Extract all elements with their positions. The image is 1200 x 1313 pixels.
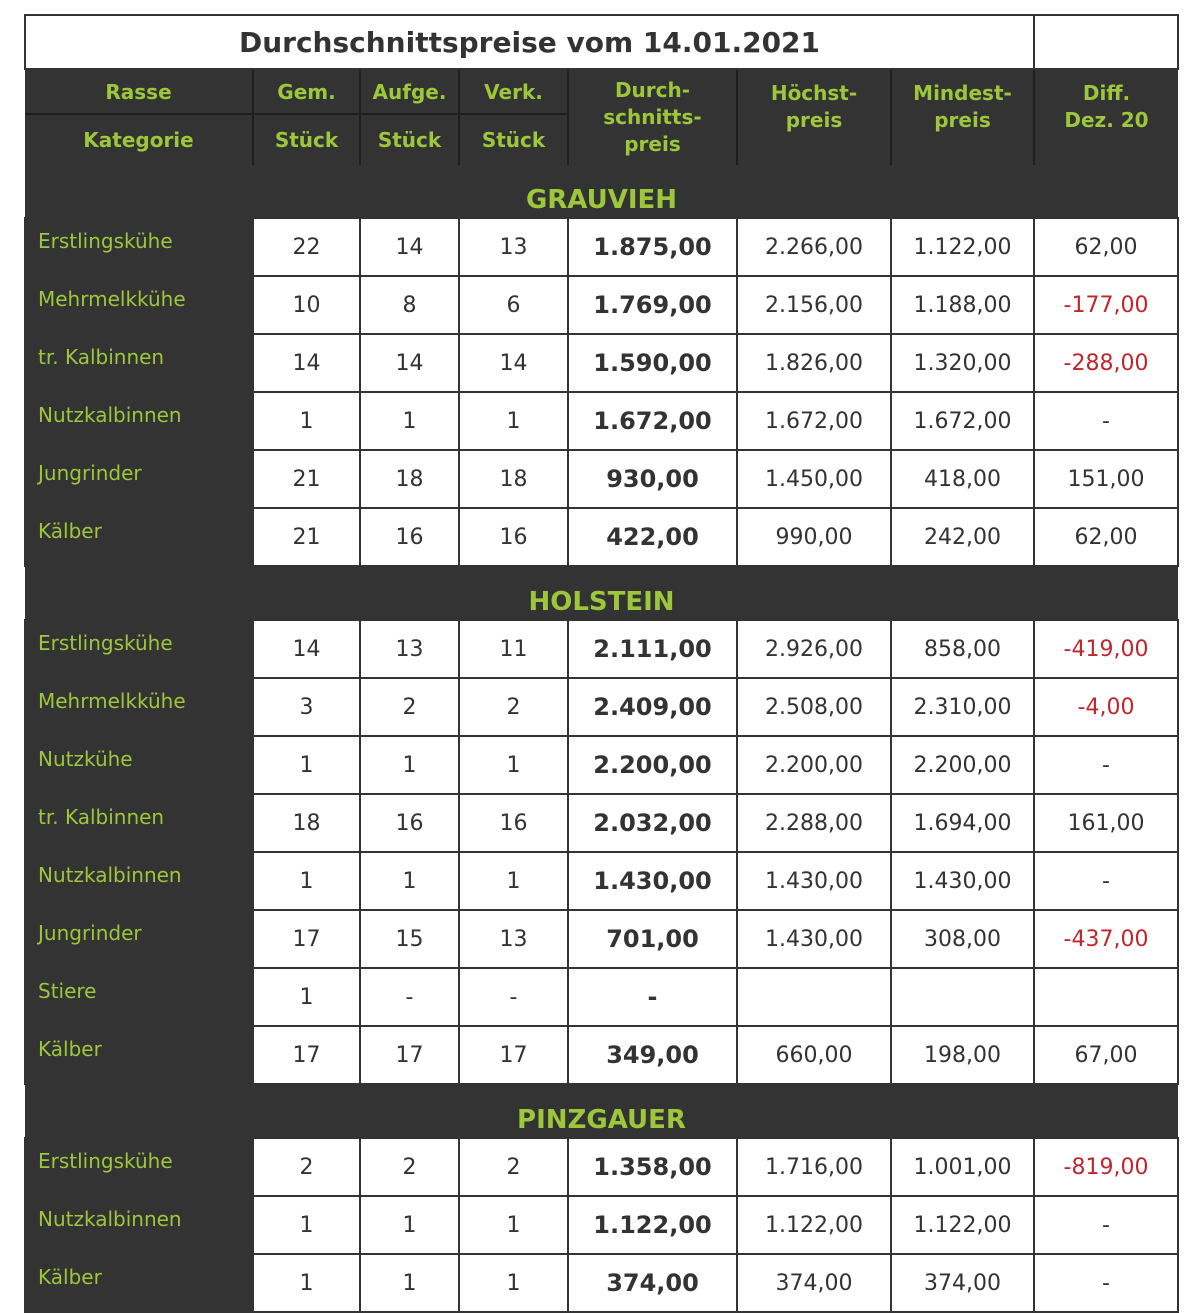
cell-hoechst: 990,00 [737,508,891,566]
cell-diff: 161,00 [1034,794,1178,852]
cell-gem: 17 [253,910,360,968]
cell-hoechst: 2.200,00 [737,736,891,794]
table-row [25,1138,1178,1196]
cell-hoechst: 1.450,00 [737,450,891,508]
header-hoechstpreis [737,69,891,165]
cell-gem: 21 [253,450,360,508]
table-row [25,794,1178,852]
cell-gem: 14 [253,620,360,678]
table-row [25,1254,1178,1312]
cell-gem: 14 [253,334,360,392]
cell-mindest: 1.320,00 [891,334,1034,392]
row-kategorie: Kälber [25,1254,253,1312]
cell-gem: 2 [253,1138,360,1196]
cell-durchschnitt: 1.769,00 [568,276,737,334]
cell-aufge: 1 [360,1196,459,1254]
cell-gem: 1 [253,1254,360,1312]
table-row [25,450,1178,508]
row-kategorie: Jungrinder [25,910,253,968]
cell-gem: 1 [253,968,360,1026]
cell-durchschnitt: 701,00 [568,910,737,968]
cell-gem: 18 [253,794,360,852]
title-blank-cell [1034,15,1178,69]
row-kategorie: Stiere [25,968,253,1026]
cell-hoechst: 1.430,00 [737,852,891,910]
cell-aufge: 16 [360,508,459,566]
table-row [25,334,1178,392]
table-row [25,218,1178,276]
section-row [25,1084,1178,1138]
cell-diff: 62,00 [1034,508,1178,566]
row-kategorie: Erstlingskühe [25,620,253,678]
cell-durchschnitt: 2.032,00 [568,794,737,852]
header-hoechst-line1: Höchst- [770,81,858,105]
table-row [25,508,1178,566]
cell-aufge: 14 [360,334,459,392]
cell-diff: 151,00 [1034,450,1178,508]
cell-verk: 1 [459,1254,568,1312]
cell-diff: -437,00 [1034,910,1178,968]
cell-verk: 17 [459,1026,568,1084]
cell-mindest [891,968,1034,1026]
cell-verk: 1 [459,852,568,910]
cell-verk: 13 [459,218,568,276]
price-table [24,14,1179,1313]
header-mindest-line2: preis [934,108,991,132]
header-durchschnittspreis [568,69,737,165]
cell-mindest: 374,00 [891,1254,1034,1312]
cell-aufge: - [360,968,459,1026]
cell-diff: - [1034,1254,1178,1312]
cell-mindest: 1.001,00 [891,1138,1034,1196]
header-durch-line2: schnitts- [603,105,702,129]
cell-diff: -819,00 [1034,1138,1178,1196]
cell-aufge: 1 [360,852,459,910]
table-body [25,165,1178,1312]
header-verk: Verk. [459,69,568,114]
cell-verk: 16 [459,794,568,852]
row-kategorie: Nutzkalbinnen [25,852,253,910]
row-kategorie: Nutzkalbinnen [25,392,253,450]
row-kategorie: Erstlingskühe [25,218,253,276]
section-row [25,165,1178,218]
header-mindest-line1: Mindest- [913,81,1012,105]
header-gem: Gem. [253,69,360,114]
cell-diff: 62,00 [1034,218,1178,276]
cell-mindest: 242,00 [891,508,1034,566]
cell-hoechst: 2.508,00 [737,678,891,736]
cell-verk: 18 [459,450,568,508]
cell-hoechst: 2.926,00 [737,620,891,678]
cell-gem: 1 [253,1196,360,1254]
cell-mindest: 1.122,00 [891,218,1034,276]
cell-aufge: 18 [360,450,459,508]
cell-aufge: 2 [360,1138,459,1196]
cell-gem: 21 [253,508,360,566]
header-mindestpreis [891,69,1034,165]
row-kategorie: Kälber [25,508,253,566]
cell-aufge: 2 [360,678,459,736]
cell-verk: 1 [459,1196,568,1254]
cell-diff: - [1034,852,1178,910]
cell-gem: 1 [253,736,360,794]
cell-verk: 11 [459,620,568,678]
cell-durchschnitt: 374,00 [568,1254,737,1312]
section-title: PINZGAUER [25,1084,1178,1138]
row-kategorie: Nutzkalbinnen [25,1196,253,1254]
cell-verk: - [459,968,568,1026]
cell-mindest: 2.200,00 [891,736,1034,794]
table-row [25,852,1178,910]
cell-verk: 6 [459,276,568,334]
cell-diff: - [1034,736,1178,794]
cell-gem: 3 [253,678,360,736]
cell-aufge: 1 [360,1254,459,1312]
cell-verk: 16 [459,508,568,566]
table-row [25,678,1178,736]
cell-gem: 1 [253,392,360,450]
header-diff-line2: Dez. 20 [1064,108,1149,132]
cell-durchschnitt: 2.200,00 [568,736,737,794]
header-durch-line3: preis [624,132,681,156]
price-sheet [24,14,1177,1313]
cell-durchschnitt: 2.111,00 [568,620,737,678]
cell-aufge: 17 [360,1026,459,1084]
cell-mindest: 2.310,00 [891,678,1034,736]
row-kategorie: Erstlingskühe [25,1138,253,1196]
table-row [25,620,1178,678]
cell-hoechst: 1.826,00 [737,334,891,392]
cell-durchschnitt: 1.358,00 [568,1138,737,1196]
cell-diff: -177,00 [1034,276,1178,334]
section-title: HOLSTEIN [25,566,1178,620]
cell-durchschnitt: 1.875,00 [568,218,737,276]
cell-hoechst: 2.156,00 [737,276,891,334]
cell-durchschnitt: 349,00 [568,1026,737,1084]
cell-diff: -288,00 [1034,334,1178,392]
cell-aufge: 15 [360,910,459,968]
cell-hoechst: 2.288,00 [737,794,891,852]
row-kategorie: tr. Kalbinnen [25,334,253,392]
cell-mindest: 1.122,00 [891,1196,1034,1254]
table-row [25,736,1178,794]
cell-gem: 22 [253,218,360,276]
cell-diff: - [1034,1196,1178,1254]
cell-verk: 13 [459,910,568,968]
header-rasse: Rasse [25,69,253,114]
cell-verk: 2 [459,1138,568,1196]
row-kategorie: Jungrinder [25,450,253,508]
cell-hoechst: 1.672,00 [737,392,891,450]
page-title: Durchschnittspreise vom 14.01.2021 [25,15,1034,69]
header-kategorie: Kategorie [25,114,253,165]
cell-durchschnitt: 1.672,00 [568,392,737,450]
cell-diff: -419,00 [1034,620,1178,678]
header-verk-stueck: Stück [459,114,568,165]
cell-verk: 1 [459,736,568,794]
cell-hoechst: 1.122,00 [737,1196,891,1254]
cell-durchschnitt: 1.122,00 [568,1196,737,1254]
header-diff [1034,69,1178,165]
cell-hoechst: 1.430,00 [737,910,891,968]
cell-verk: 1 [459,392,568,450]
header-aufge: Aufge. [360,69,459,114]
cell-mindest: 1.694,00 [891,794,1034,852]
cell-verk: 14 [459,334,568,392]
row-kategorie: tr. Kalbinnen [25,794,253,852]
row-kategorie: Mehrmelkkühe [25,678,253,736]
cell-aufge: 13 [360,620,459,678]
cell-diff: -4,00 [1034,678,1178,736]
table-row [25,1196,1178,1254]
cell-durchschnitt: 422,00 [568,508,737,566]
cell-mindest: 1.188,00 [891,276,1034,334]
cell-hoechst [737,968,891,1026]
section-row [25,566,1178,620]
header-diff-line1: Diff. [1082,81,1131,105]
row-kategorie: Kälber [25,1026,253,1084]
cell-hoechst: 374,00 [737,1254,891,1312]
cell-durchschnitt: 930,00 [568,450,737,508]
cell-mindest: 198,00 [891,1026,1034,1084]
cell-mindest: 858,00 [891,620,1034,678]
cell-verk: 2 [459,678,568,736]
header-hoechst-line2: preis [785,108,843,132]
header-durch-line1: Durch- [614,78,691,102]
row-kategorie: Nutzkühe [25,736,253,794]
cell-durchschnitt: 1.430,00 [568,852,737,910]
table-row [25,392,1178,450]
cell-durchschnitt: - [568,968,737,1026]
cell-durchschnitt: 1.590,00 [568,334,737,392]
cell-aufge: 16 [360,794,459,852]
cell-mindest: 1.430,00 [891,852,1034,910]
header-gem-stueck: Stück [253,114,360,165]
cell-hoechst: 2.266,00 [737,218,891,276]
cell-mindest: 418,00 [891,450,1034,508]
cell-diff: - [1034,392,1178,450]
cell-gem: 10 [253,276,360,334]
section-title: GRAUVIEH [25,165,1178,218]
cell-mindest: 1.672,00 [891,392,1034,450]
cell-hoechst: 1.716,00 [737,1138,891,1196]
cell-aufge: 1 [360,736,459,794]
table-row [25,1026,1178,1084]
table-row [25,968,1178,1026]
cell-aufge: 14 [360,218,459,276]
row-kategorie: Mehrmelkkühe [25,276,253,334]
cell-diff: 67,00 [1034,1026,1178,1084]
table-row [25,276,1178,334]
cell-gem: 17 [253,1026,360,1084]
header-aufge-stueck: Stück [360,114,459,165]
cell-aufge: 1 [360,392,459,450]
cell-mindest: 308,00 [891,910,1034,968]
cell-aufge: 8 [360,276,459,334]
cell-diff [1034,968,1178,1026]
cell-gem: 1 [253,852,360,910]
cell-durchschnitt: 2.409,00 [568,678,737,736]
table-row [25,910,1178,968]
cell-hoechst: 660,00 [737,1026,891,1084]
